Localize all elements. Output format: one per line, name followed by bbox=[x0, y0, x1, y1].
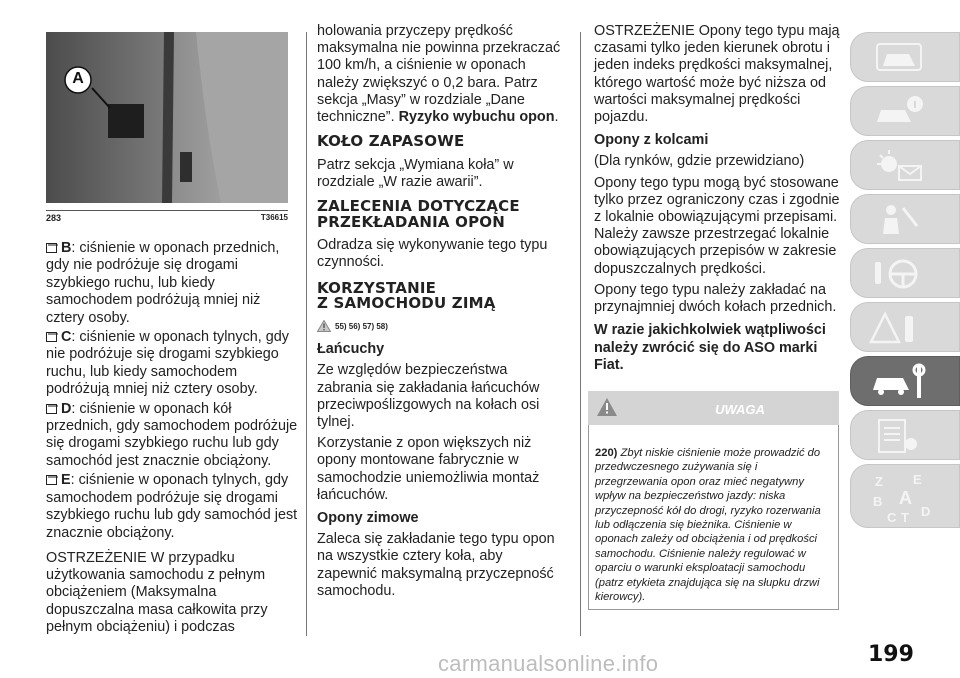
column-1 bbox=[46, 240, 300, 636]
tab-maintenance[interactable] bbox=[850, 356, 960, 406]
studs-paragraph-2: Opony tego typu mogą być stosowane tylko przez ograniczony czas i zgodnie z lokalnie obowiązującymi przepisami. Należy zawsze przestrzegać lokalnie obowiązujących przepisów w zakresie dopuszczalnych prędkości. bbox=[594, 174, 840, 277]
chains-paragraph-1: Ze względów bezpieczeństwa zabrania się zakładania łańcuchów przeciwpoślizgowych na kołach osi tylnej. bbox=[317, 362, 540, 430]
item-d: D: ciśnienie w oponach kół przednich, gdy samochodem podróżuje się drogami szybkiego ruchu lub gdy samochód jest znacznie obciążony. bbox=[46, 400, 298, 469]
tab-dashboard[interactable] bbox=[850, 32, 960, 82]
item-e: E: ciśnienie w oponach tylnych, gdy samochodem podróżuje się drogami szybkiego ruchu lub gdy samochód jest znacznie obciążony. bbox=[46, 472, 298, 541]
subheading-winter-tyres: Opony zimowe bbox=[317, 509, 419, 526]
item-c: C: ciśnienie w oponach tylnych, gdy nie podróżuje się drogami szybkiego ruchu, lub kiedy samochodem podróżują mniej niż cztery osoby. bbox=[46, 329, 289, 398]
tab-index[interactable] bbox=[850, 464, 960, 528]
svg-text:T: T bbox=[901, 510, 909, 525]
airbag-safety-icon bbox=[869, 200, 929, 240]
heading-winter-use: KORZYSTANIE Z SAMOCHODU ZIMĄ bbox=[317, 278, 496, 313]
bullet-icon bbox=[46, 402, 59, 412]
heading-tyre-rotation: ZALECENIA DOTYCZĄCE PRZEKŁADANIA OPON bbox=[317, 197, 520, 231]
bullet-icon bbox=[46, 473, 59, 483]
svg-text:D: D bbox=[921, 504, 931, 519]
spare-wheel-text: Patrz sekcja „Wymiana koła” w rozdziale „W razie awarii”. bbox=[317, 156, 514, 190]
subheading-chains: Łańcuchy bbox=[317, 341, 385, 358]
subheading-studded-tyres: Opony z kolcami bbox=[594, 132, 709, 149]
studs-paragraph-1: (Dla rynków, gdzie przewidziano) bbox=[594, 153, 805, 170]
warning-triangle-icon bbox=[317, 318, 331, 334]
warning-references: 55) 56) 57) 58) bbox=[317, 318, 564, 336]
lights-warning-icon bbox=[869, 146, 929, 186]
tab-emergency[interactable] bbox=[850, 302, 960, 352]
svg-text:A: A bbox=[899, 488, 912, 508]
page-number: 199 bbox=[868, 642, 914, 667]
car-info-icon bbox=[869, 92, 929, 132]
tab-starting-driving[interactable] bbox=[850, 248, 960, 298]
tab-safety[interactable] bbox=[850, 194, 960, 244]
tab-lights-warnings[interactable] bbox=[850, 140, 960, 190]
uwaga-title: UWAGA bbox=[715, 402, 765, 417]
studs-paragraph-3: Opony tego typu należy zakładać na przynajmniej dwóch kołach przednich. bbox=[594, 281, 837, 316]
chains-paragraph-2: Korzystanie z opon większych niż opony montowane fabrycznie w samochodzie uniemożliwia montaż łańcuchów. bbox=[317, 435, 540, 503]
column-divider bbox=[580, 32, 581, 636]
figure-code: T36615 bbox=[260, 213, 288, 222]
item-b: B: ciśnienie w oponach przednich, gdy nie podróżuje się drogami szybkiego ruchu, lub kiedy samochodem podróżują mniej niż cztery osoby. bbox=[46, 240, 280, 326]
technical-data-icon bbox=[869, 416, 929, 456]
tab-car-info[interactable] bbox=[850, 86, 960, 136]
index-letters-icon bbox=[869, 470, 949, 526]
heading-spare-wheel: KOŁO ZAPASOWE bbox=[317, 132, 465, 151]
bullet-icon bbox=[46, 241, 59, 251]
bullet-icon bbox=[46, 330, 59, 340]
svg-text:C: C bbox=[887, 510, 897, 525]
callout-letter: A bbox=[72, 70, 84, 87]
uwaga-note: 220) Zbyt niskie ciśnienie może prowadzić do przedwczesnego zużywania się i przegrzewania opon oraz mieć negatywny wpływ na bezpieczeństwo jazdy: niska przyczepność kół do drogi, ryzyko rozerwania lub odłączenia się bieżnika. Ciśnienie w oponach zależy od obciążenia i od prędkości samochodu. Ciśnienie należy regulować w oparciu o warunki eksploatacji samochodu (patrz etykieta znajdująca się na słupku drzwi kierowcy). bbox=[595, 447, 821, 604]
steering-start-icon bbox=[869, 254, 929, 294]
caption-rule bbox=[46, 210, 288, 211]
car-dashboard-icon bbox=[869, 38, 929, 78]
warning-paragraph: OSTRZEŻENIE Opony tego typu mają czasami tylko jeden kierunek obrotu i jeden indeks prędkości maksymalnej, którego wartość może być niższa od wartości maksymalnej prędkości pojazdu. bbox=[594, 23, 840, 126]
svg-text:E: E bbox=[913, 472, 922, 487]
column-3 bbox=[594, 23, 840, 375]
warning-triangle-icon bbox=[596, 397, 618, 422]
svg-text:B: B bbox=[873, 494, 883, 509]
column-divider bbox=[306, 32, 307, 636]
doubt-note: W razie jakichkolwiek wątpliwości należy zwrócić się do ASO marki Fiat. bbox=[594, 322, 826, 374]
car-maintenance-icon bbox=[869, 362, 929, 402]
towing-paragraph: holowania przyczepy prędkość maksymalna nie powinna przekraczać 100 km/h, a ciśnienie w oponach należy zwiększyć o 0,2 bara. Patrz sekcja „Masy” w rozdziale „Dane techniczne”. Ryzyko wybuchu opon. bbox=[317, 23, 561, 126]
svg-text:Z: Z bbox=[875, 474, 883, 489]
column-2 bbox=[317, 23, 564, 600]
warning-paragraph: OSTRZEŻENIE W przypadku użytkowania samochodu z pełnym obciążeniem (Maksymalna dopuszczalna masa całkowita przy pełnym obciążeniu) i podczas bbox=[46, 549, 268, 635]
tab-technical-data[interactable] bbox=[850, 410, 960, 460]
door-pillar-photo bbox=[46, 32, 288, 203]
winter-tyres-text: Zaleca się zakładanie tego typu opon na wszystkie cztery koła, aby zapewnić maksymalną przyczepność samochodu. bbox=[317, 531, 555, 599]
emergency-tools-icon bbox=[869, 308, 929, 348]
tyre-rotation-text: Odradza się wykonywanie tego typu czynności. bbox=[317, 237, 548, 271]
watermark: carmanualsonline.info bbox=[438, 651, 659, 676]
figure-number: 283 bbox=[46, 213, 62, 223]
